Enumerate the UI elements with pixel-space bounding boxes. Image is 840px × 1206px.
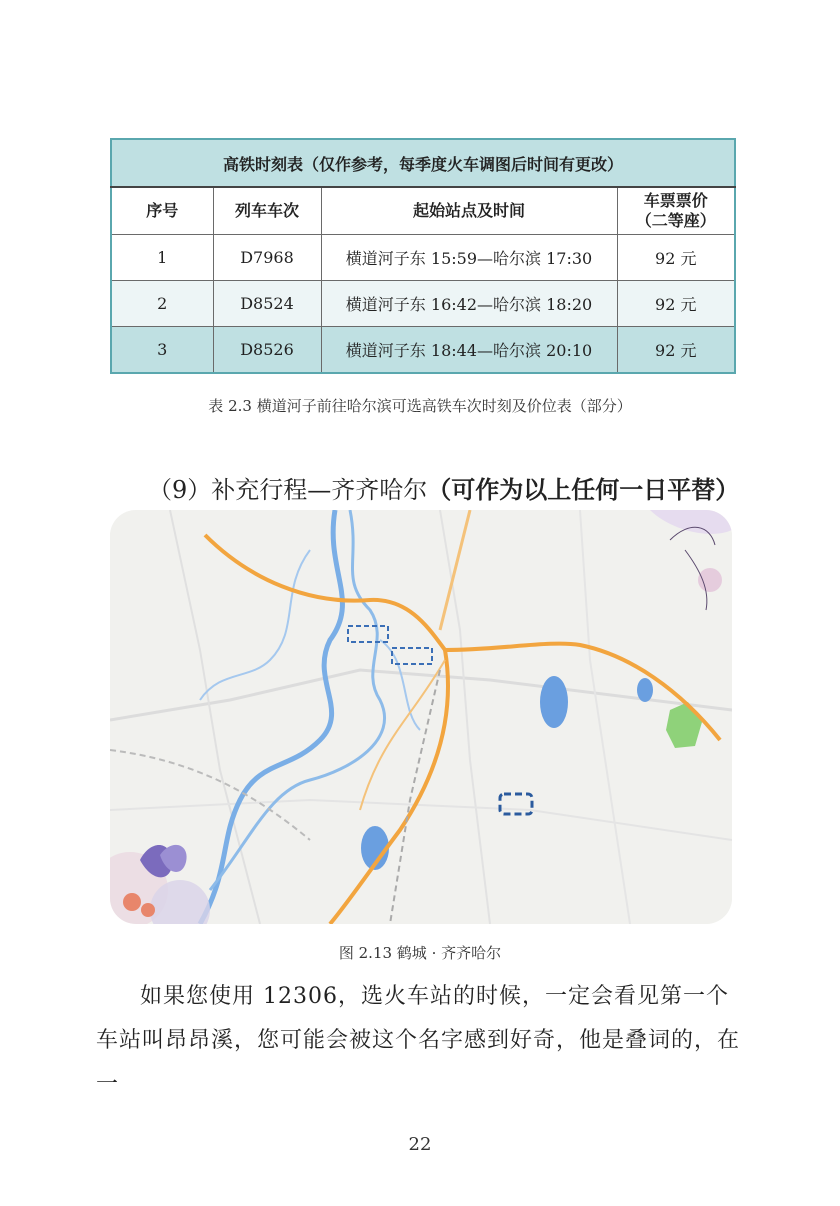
figure-caption: 图 2.13 鹤城 · 齐齐哈尔 xyxy=(338,944,502,962)
row-route: 横道河子东 18:44—哈尔滨 20:10 xyxy=(321,327,617,374)
timetable xyxy=(110,138,736,374)
row-train: D8524 xyxy=(213,281,321,327)
row-no: 3 xyxy=(111,327,213,374)
table-row xyxy=(111,235,735,281)
section-heading-prefix: （9）补充行程—齐齐哈尔 xyxy=(148,476,428,504)
section-heading-emphasis: （可作为以上任何一日平替） xyxy=(427,476,740,504)
row-no: 1 xyxy=(111,235,213,281)
row-train: D7968 xyxy=(213,235,321,281)
row-route: 横道河子东 15:59—哈尔滨 17:30 xyxy=(321,235,617,281)
timetable-container xyxy=(110,138,734,374)
map-illustration xyxy=(110,510,732,924)
row-price: 92 元 xyxy=(617,235,735,281)
row-price: 92 元 xyxy=(617,327,735,374)
page-number: 22 xyxy=(408,1134,432,1155)
table-title: 高铁时刻表（仅作参考，每季度火车调图后时间有更改） xyxy=(111,139,735,187)
header-price: 车票票价 （二等座） xyxy=(617,187,735,235)
row-train: D8526 xyxy=(213,327,321,374)
table-caption: 表 2.3 横道河子前往哈尔滨可选高铁车次时刻及价位表（部分） xyxy=(208,397,632,415)
header-route: 起始站点及时间 xyxy=(321,187,617,235)
table-header-row xyxy=(111,187,735,235)
header-no: 序号 xyxy=(111,187,213,235)
map-figure xyxy=(110,510,732,924)
table-row xyxy=(111,281,735,327)
section-heading xyxy=(148,470,739,505)
paragraph-text: 如果您使用 12306，选火车站的时候，一定会看见第一个车站叫昂昂溪，您可能会被这个名字感到好奇，他是叠词的，在一 xyxy=(96,984,741,1097)
table-row xyxy=(111,327,735,374)
body-paragraph xyxy=(96,975,746,1107)
row-price: 92 元 xyxy=(617,281,735,327)
row-route: 横道河子东 16:42—哈尔滨 18:20 xyxy=(321,281,617,327)
row-no: 2 xyxy=(111,281,213,327)
table-title-row xyxy=(111,139,735,187)
header-train: 列车车次 xyxy=(213,187,321,235)
